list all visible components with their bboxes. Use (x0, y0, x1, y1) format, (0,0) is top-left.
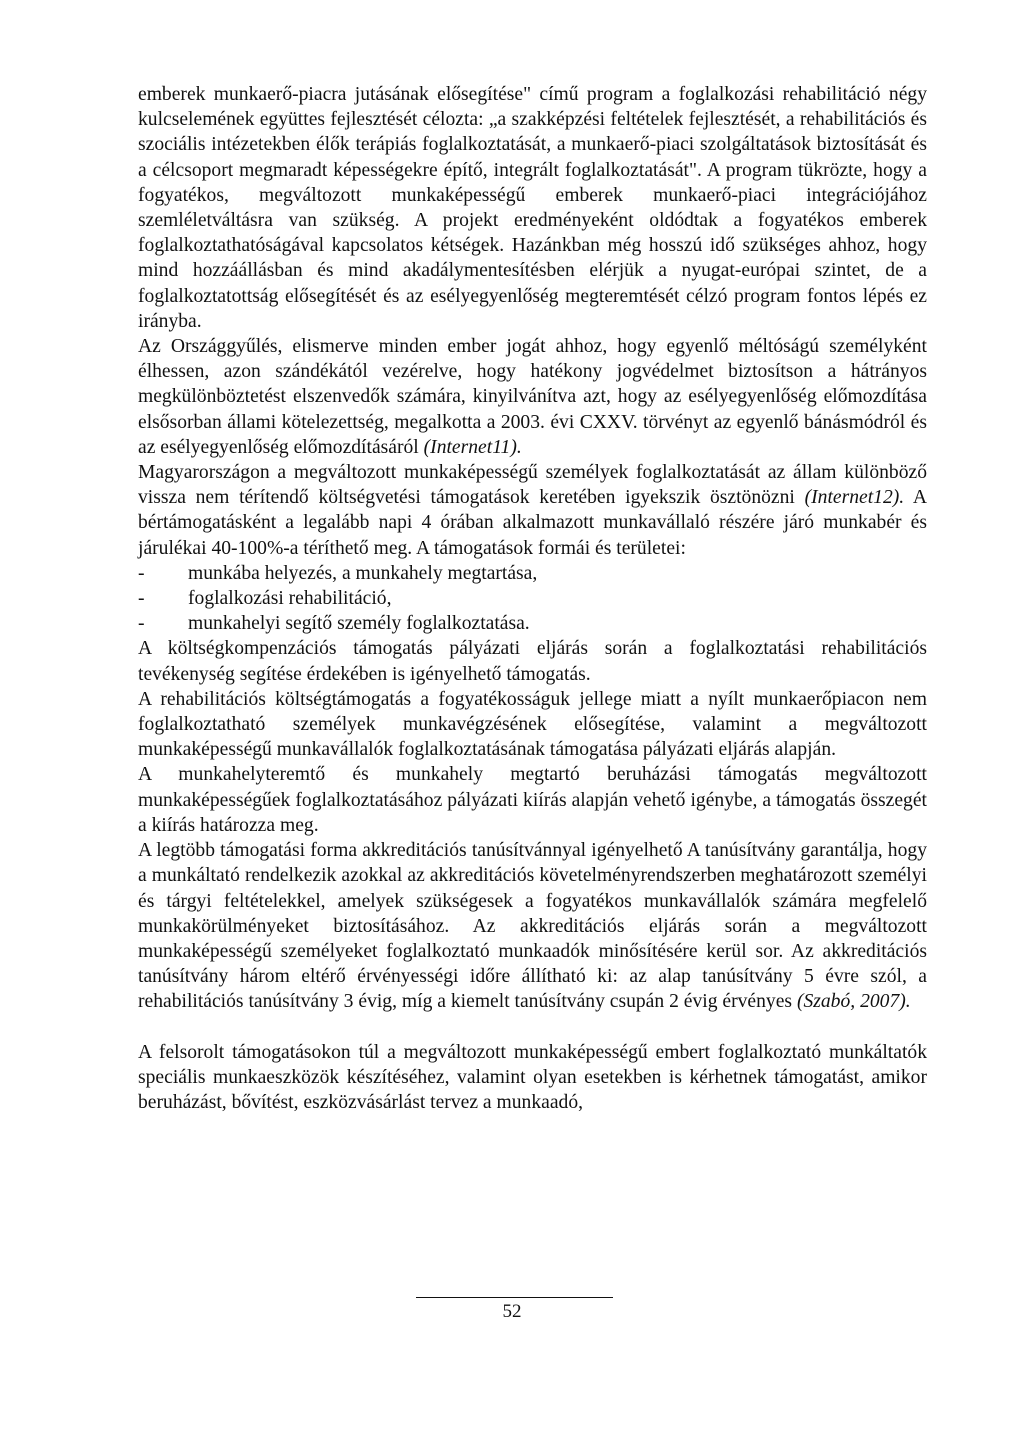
list-item: - munkába helyezés, a munkahely megtartása, (138, 561, 927, 586)
paragraph-accreditation-text: A legtöbb támogatási forma akkreditációs tanúsítvánnyal igényelhető A tanúsítvány garantálja, hogy a munkáltató rendelkezik azokkal az akkreditációs követelményrendszerben meghatározott személyi és tárgyi feltételekkel, amelyek szükségesek a fogyatékos munkavállalók számára megfelelő munkakörülményeket biztosításához. Az akkreditációs eljárás során a megváltozott munkaképességű személyeket foglalkoztató munkaadók minősítésére kerül sor. Az akkreditációs tanúsítvány három eltérő érvényességi időre állítható ki: az alap tanúsítvány 5 évre szól, a rehabilitációs tanúsítvány 3 évig, míg a kiemelt tanúsítvány csupán 2 évig érvényes (138, 840, 927, 1013)
paragraph-subsidies (138, 460, 927, 561)
paragraph-cost-compensation: A költségkompenzációs támogatás pályázati eljárás során a foglalkoztatási rehabilitációs tevékenység segítése érdekében is igényelhető támogatás. (138, 638, 927, 685)
footnote-divider (416, 1297, 613, 1298)
paragraph-job-creation: A munkahelyteremtő és munkahely megtartó beruházási támogatás megváltozott munkaképességűek foglalkoztatásához pályázati kiírás alapján vehető igénybe, a támogatás összegét a kiírás határozza meg. (138, 764, 927, 836)
paragraph-subsidies-text-2: A bértámogatásként a legalább napi 4 órában alkalmazott munkavállaló részére járó munkabér és járulékai 40-100%-a téríthető meg. A támogatások formái és területei: (138, 487, 927, 559)
page-number: 52 (502, 1301, 522, 1322)
paragraph-subsidies-text: Magyarországon a megváltozott munkaképességű személyek foglalkoztatását az állam különböző vissza nem térítendő költségvetési támogatások keretében igyekszik ösztönözni (138, 462, 927, 509)
citation-internet11: (Internet11). (423, 436, 522, 458)
paragraph-parliament-text: Az Országgyűlés, elismerve minden ember jogát ahhoz, hogy egyenlő méltóságú személyként élhessen, azon szándékától vezérelve, hogy hatékony jogvédelmet biztosítson a hátrányos megkülönböztetést elszenvedők számára, kinyilvánítva azt, hogy az esélyegyenlőség előmozdítása elsősorban állami kötelezettség, megalkotta a 2003. évi CXXV. törvényt az egyenlő bánásmódról és az esélyegyenlőség előmozdításáról (138, 336, 927, 458)
page-body (138, 82, 927, 1115)
paragraph-parliament (138, 334, 927, 460)
paragraph-accreditation (138, 838, 927, 1014)
paragraph-rehab-cost: A rehabilitációs költségtámogatás a fogyatékosságuk jellege miatt a nyílt munkaerőpiacon nem foglalkoztatható személyek munkavégzésének elősegítése, valamint a megváltozott munkaképességű munkavállalók foglalkoztatásának támogatása pályázati eljárás alapján. (138, 688, 927, 761)
list-item: - munkahelyi segítő személy foglalkoztatása. (138, 611, 927, 636)
paragraph-other-support: A felsorolt támogatásokon túl a megváltozott munkaképességű embert foglalkoztató munkáltatók speciális munkaeszközök készítéséhez, valamint olyan esetekben is kérhetnek támogatást, amikor beruházást, bővítést, eszközvásárlást tervez a munkaadó, (138, 1041, 927, 1113)
citation-internet12: (Internet12). (804, 487, 905, 509)
citation-szabo-2007: (Szabó, 2007). (796, 991, 911, 1013)
support-forms-list (138, 561, 927, 637)
list-item: - foglalkozási rehabilitáció, (138, 586, 927, 611)
paragraph-program: emberek munkaerő-piacra jutásának elősegítése" című program a foglalkozási rehabilitáció négy kulcselemének együttes fejlesztését célozta: „a szakképzési feltételek fejlesztését, a rehabilitációs és szociális intézetekben élők terápiás foglalkoztatását, a munkaerő-piaci szolgáltatások biztosítását és a célcsoport megmaradt képességekre építő, integrált foglalkoztatását". A program tükrözte, hogy a fogyatékos, megváltozott munkaképességű emberek munkaerő-piaci integrációjához szemléletváltásra van szükség. A projekt eredményeként oldódtak a fogyatékos emberek foglalkoztathatóságával kapcsolatos kétségek. Hazánkban még hosszú idő szükséges ahhoz, hogy mind hozzáállásban és mind akadálymentesítésben elérjük a nyugat-európai szintet, de a foglalkoztatottság elősegítését és az esélyegyenlőség megteremtését célzó program fontos lépés ez irányba. (138, 84, 927, 332)
